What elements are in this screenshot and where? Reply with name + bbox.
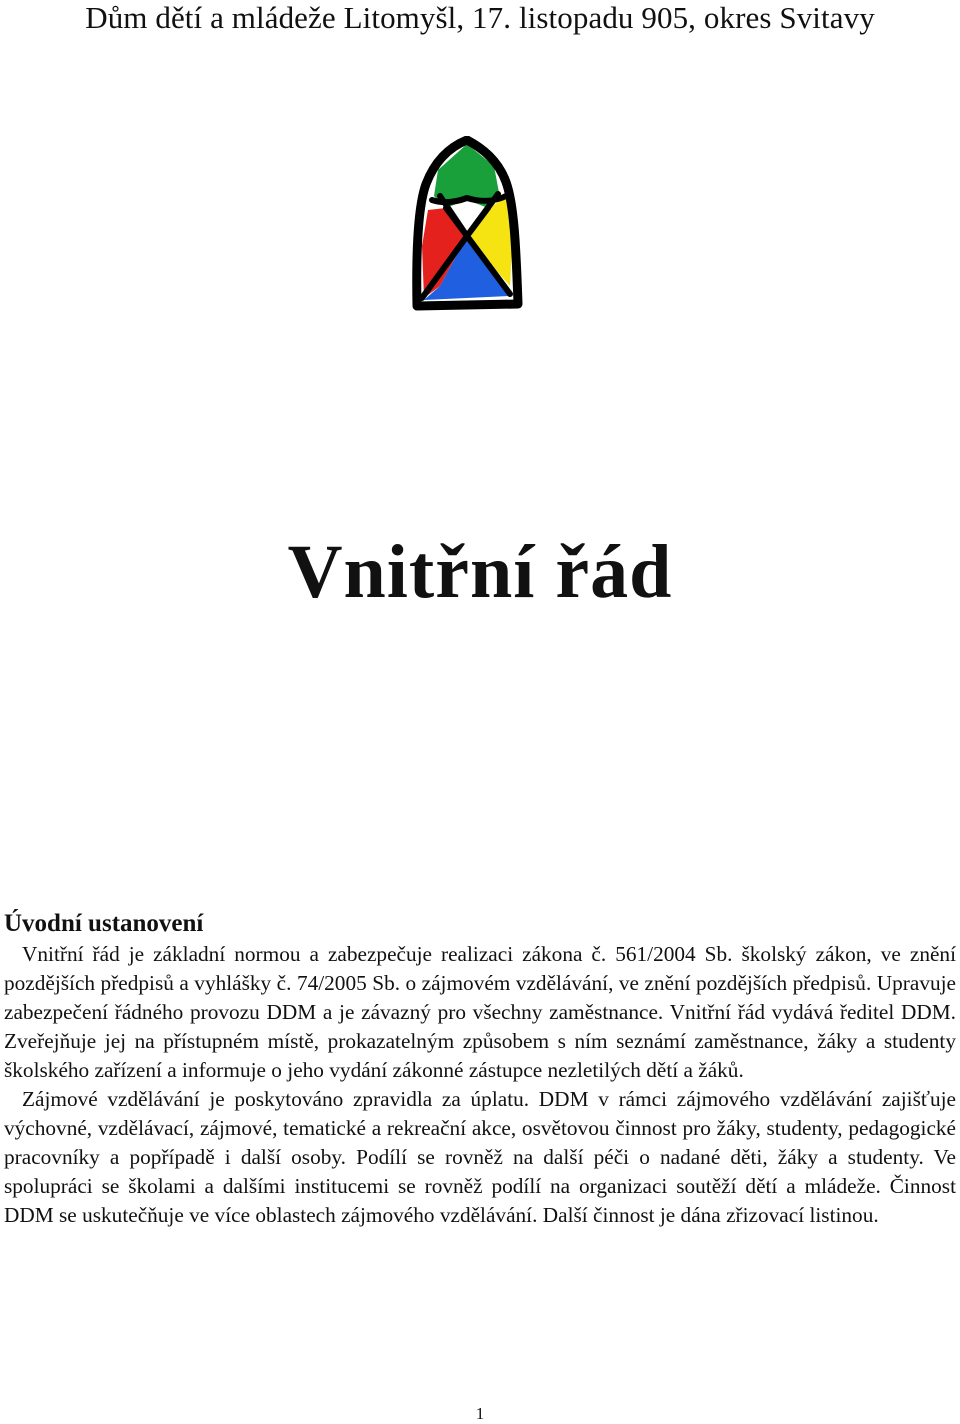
stained-glass-window-logo-icon [410, 136, 524, 314]
paragraph-activities: Zájmové vzdělávání je poskytováno zpravidla za úplatu. DDM v rámci zájmového vzdělávání zajišťuje výchovné, vzdělávací, zájmové, tematické a rekreační akce, osvětovou činnost pro žáky, studenty, pedagogické pracovníky a popřípadě i další osoby. Podílí se rovněž na další péči o nadané děti, žáky a studenty. Ve spolupráci se školami a dalšími institucemi se rovněž podílí na organizaci soutěží dětí a mládeže. Činnost DDM se uskutečňuje ve více oblastech zájmového vzdělávání. Další činnost je dána zřizovací listinou. [4, 1087, 956, 1227]
section-introduction [4, 908, 956, 1230]
institution-header: Dům dětí a mládeže Litomyšl, 17. listopadu 905, okres Svitavy [85, 0, 875, 35]
page-number: 1 [475, 1404, 485, 1423]
document-title: Vnitřní řád [287, 530, 673, 614]
section-heading: Úvodní ustanovení [4, 910, 204, 937]
paragraph-intro: Vnitřní řád je základní normou a zabezpečuje realizaci zákona č. 561/2004 Sb. školský zákon, ve znění pozdějších předpisů a vyhlášky č. 74/2005 Sb. o zájmovém vzdělávání, ve znění pozdějších předpisů. Upravuje zabezpečení řádného provozu DDM a je závazný pro všechny zaměstnance. Vnitřní řád vydává ředitel DDM. Zveřejňuje jej na přístupném místě, prokazatelným způsobem s ním seznámí zaměstnance, žáky a studenty školského zařízení a informuje o jeho vydání zákonné zástupce nezletilých dětí a žáků. [4, 942, 956, 1082]
